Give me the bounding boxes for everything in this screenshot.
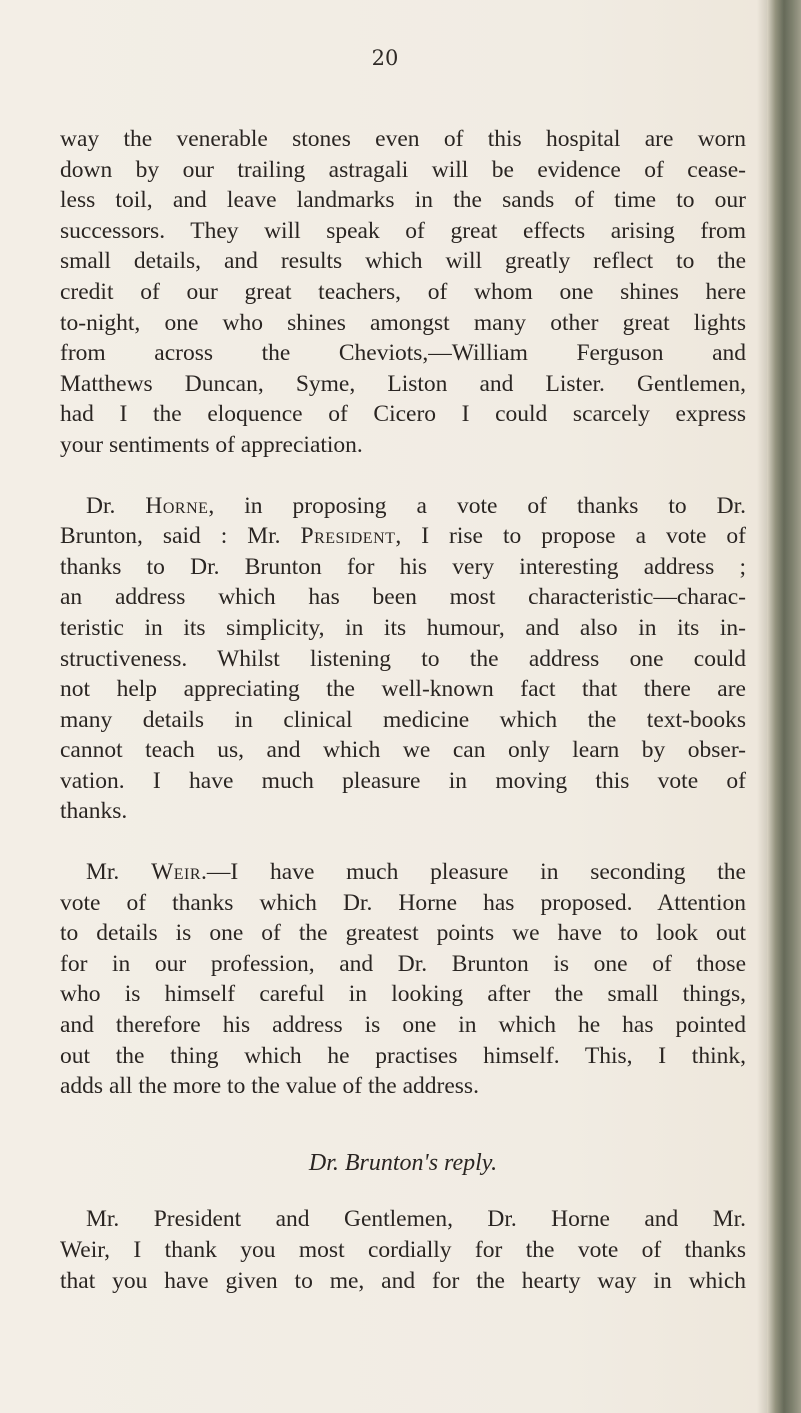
speaker-prefix: Mr. bbox=[86, 859, 152, 886]
text-line: teristic in its simplicity, in its humour, and also in its in- bbox=[60, 614, 746, 641]
president-label: President bbox=[300, 523, 396, 550]
line-rest: , in proposing a vote of thanks to Dr. bbox=[208, 492, 746, 519]
text-line: out the thing which he practises himself. This, I think, bbox=[60, 1042, 746, 1069]
line-rest: , I rise to propose a vote of bbox=[395, 523, 746, 550]
text-line: not help appreciating the well-known fact that there are bbox=[60, 676, 746, 703]
section-heading: Dr. Brunton's reply. bbox=[308, 1149, 498, 1176]
text-line: vation. I have much pleasure in moving this vote of bbox=[60, 767, 746, 794]
paragraph-2 bbox=[60, 491, 746, 828]
text-line: less toil, and leave landmarks in the sands of time to our bbox=[60, 187, 746, 214]
paragraph-4 bbox=[60, 1204, 746, 1296]
text-line: to-night, one who shines amongst many other great lights bbox=[60, 309, 746, 336]
text-line: to details is one of the greatest points we have to look out bbox=[60, 920, 746, 947]
line-rest: .—I have much pleasure in seconding the bbox=[201, 859, 746, 886]
text-line: who is himself careful in looking after the small things, bbox=[60, 981, 746, 1008]
speaker-prefix: Dr. bbox=[86, 492, 146, 519]
text-line: Matthews Duncan, Syme, Liston and Lister. Gentlemen, bbox=[60, 370, 746, 397]
text-line: from across the Cheviots,—William Ferguson and bbox=[60, 340, 746, 367]
text-line: thanks to Dr. Brunton for his very interesting address ; bbox=[60, 553, 746, 580]
text-line bbox=[60, 521, 746, 552]
text-line: your sentiments of appreciation. bbox=[60, 431, 363, 458]
text-line: successors. They will speak of great effects arising from bbox=[60, 217, 746, 244]
text-line: that you have given to me, and for the hearty way in which bbox=[60, 1267, 746, 1294]
text-line: way the venerable stones even of this hospital are worn bbox=[60, 126, 746, 152]
text-line bbox=[60, 857, 746, 888]
text-line: thanks. bbox=[60, 798, 128, 825]
text-line: small details, and results which will greatly reflect to the bbox=[60, 248, 746, 275]
speaker-name: Weir bbox=[151, 859, 202, 886]
paragraph-3 bbox=[60, 857, 746, 1102]
text-line: many details in clinical medicine which the text-books bbox=[60, 706, 746, 733]
text-line: for in our profession, and Dr. Brunton is one of those bbox=[60, 950, 746, 977]
text-line: down by our trailing astragali will be evidence of cease- bbox=[60, 156, 746, 183]
page-number: 20 bbox=[371, 46, 399, 70]
body-text bbox=[60, 124, 746, 1296]
text-line: an address which has been most characteristic—charac- bbox=[60, 584, 746, 611]
line-start: Brunton, said : Mr. bbox=[60, 523, 301, 550]
text-line: structiveness. Whilst listening to the address one could bbox=[60, 645, 746, 672]
text-line: had I the eloquence of Cicero I could scarcely express bbox=[60, 401, 746, 428]
text-line: cannot teach us, and which we can only learn by obser- bbox=[60, 737, 746, 764]
text-line: Weir, I thank you most cordially for the vote of thanks bbox=[60, 1237, 746, 1263]
text-line: vote of thanks which Dr. Horne has proposed. Attention bbox=[60, 889, 746, 916]
speaker-name: Horne bbox=[145, 492, 209, 519]
text-line: and therefore his address is one in which he has pointed bbox=[60, 1012, 746, 1039]
paragraph-1 bbox=[60, 124, 746, 461]
page-edge-shadow bbox=[767, 0, 801, 1413]
text-line: adds all the more to the value of the address. bbox=[60, 1073, 479, 1100]
text-line: credit of our great teachers, of whom one shines here bbox=[60, 278, 746, 305]
text-line: Mr. President and Gentlemen, Dr. Horne and Mr. bbox=[86, 1206, 746, 1233]
text-line bbox=[60, 491, 746, 522]
